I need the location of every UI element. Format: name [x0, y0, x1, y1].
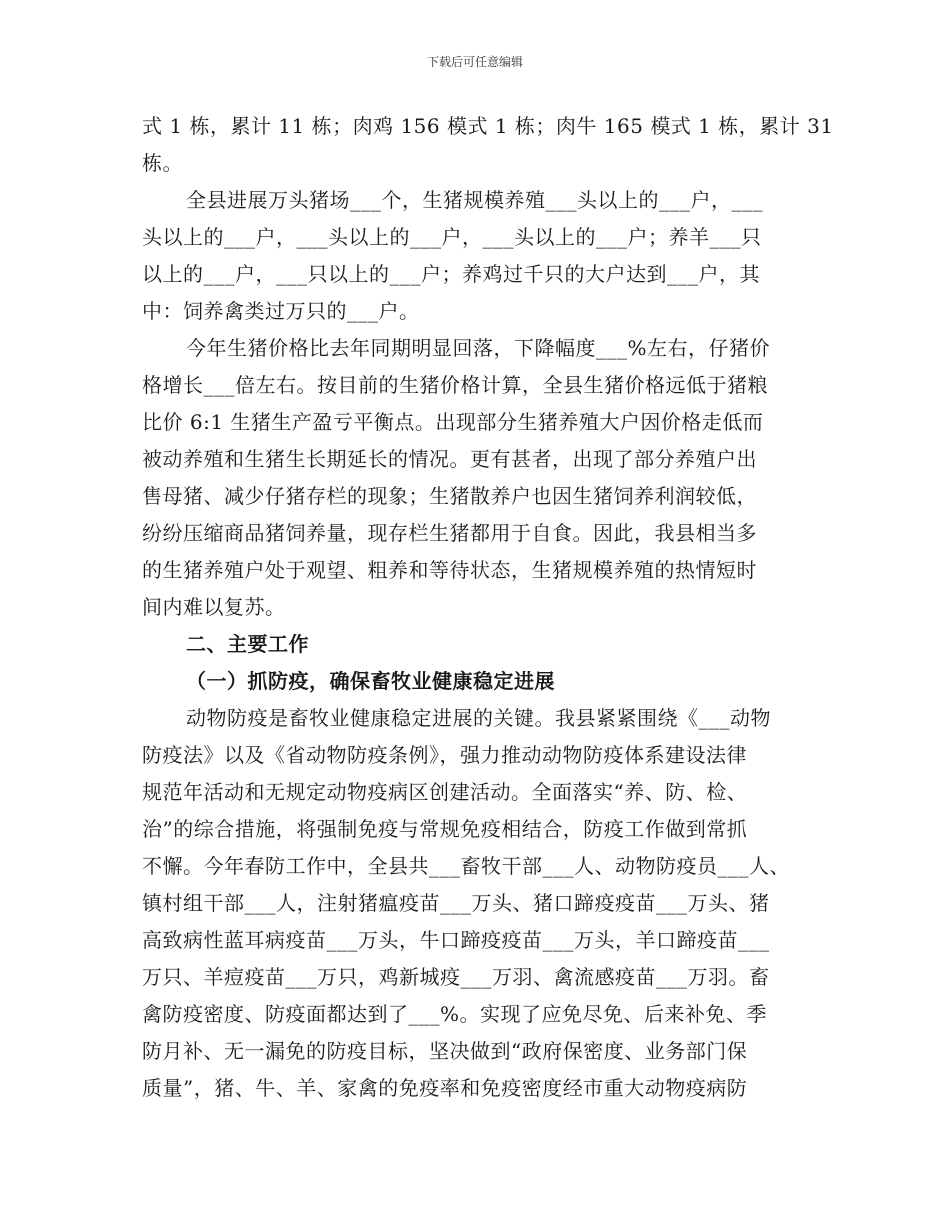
text-line: 治”的综合措施，将强制免疫与常规免疫相结合，防疫工作做到常抓 — [142, 817, 748, 841]
text-line: 售母猪、减少仔猪存栏的现象；生猪散养户也因生猪饲养利润较低， — [142, 484, 757, 508]
text-line: 中：饲养禽类过万只的___户。 — [142, 299, 420, 323]
text-line: 格增长___倍左右。按目前的生猪价格计算，全县生猪价格远低于猪粮 — [142, 373, 768, 397]
text-line: 镇村组干部___人，注射猪瘟疫苗___万头、猪口蹄疫疫苗___万头、猪 — [142, 891, 770, 915]
text-line: 防疫法》以及《省动物防疫条例》，强力推动动物防疫体系建设法律 — [142, 743, 747, 767]
text-line: 动物防疫是畜牧业健康稳定进展的关键。我县紧紧围绕《___动物 — [186, 706, 771, 730]
section-heading: 二、主要工作 — [186, 632, 309, 656]
document-body — [142, 108, 832, 1107]
text-line: 质量”，猪、牛、羊、家禽的免疫率和免疫密度经市重大动物疫病防 — [142, 1076, 748, 1100]
text-line: 今年生猪价格比去年同期明显回落，下降幅度___%左右，仔猪价 — [186, 336, 771, 360]
text-line: 比价 6:1 生猪生产盈亏平衡点。出现部分生猪养殖大户因价格走低而 — [142, 410, 764, 434]
text-line: 的生猪养殖户处于观望、粗养和等待状态，生猪规模养殖的热情短时 — [142, 558, 757, 582]
text-line: 以上的___户，___只以上的___户；养鸡过千只的大户达到___户，其 — [142, 262, 760, 286]
text-line: 间内难以复苏。 — [142, 595, 286, 619]
page-header: 下载后可任意编辑 — [426, 55, 523, 69]
text-line: 头以上的___户，___头以上的___户，___头以上的___户；养羊___只 — [142, 225, 762, 249]
text-line: 栋。 — [142, 151, 183, 175]
text-line: 高致病性蓝耳病疫苗___万头，牛口蹄疫疫苗___万头，羊口蹄疫苗___ — [142, 928, 770, 952]
text-line: 纷纷压缩商品猪饲养量，现存栏生猪都用于自食。因此，我县相当多 — [142, 521, 757, 545]
text-line: 式 1 栋，累计 11 栋；肉鸡 156 模式 1 栋；肉牛 165 模式 1 栋，累计 31 — [142, 114, 834, 138]
text-line: 不懈。今年春防工作中，全县共___畜牧干部___人、动物防疫员___人、 — [142, 854, 790, 878]
text-line: 防月补、无一漏免的防疫目标，坚决做到“政府保密度、业务部门保 — [142, 1039, 748, 1063]
text-line: 禽防疫密度、防疫面都达到了___%。实现了应免尽免、后来补免、季 — [142, 1002, 768, 1026]
text-line: 万只、羊痘疫苗___万只，鸡新城疫___万羽、禽流感疫苗___万羽。畜 — [142, 965, 770, 989]
text-line: 规范年活动和无规定动物疫病区创建活动。全面落实“养、防、检、 — [142, 780, 748, 804]
text-line: 被动养殖和生猪生长期延长的情况。更有甚者，出现了部分养殖户出 — [142, 447, 757, 471]
section-heading: （一）抓防疫，确保畜牧业健康稳定进展 — [186, 669, 555, 693]
text-line: 全县进展万头猪场___个，生猪规模养殖___头以上的___户，___ — [186, 188, 763, 212]
